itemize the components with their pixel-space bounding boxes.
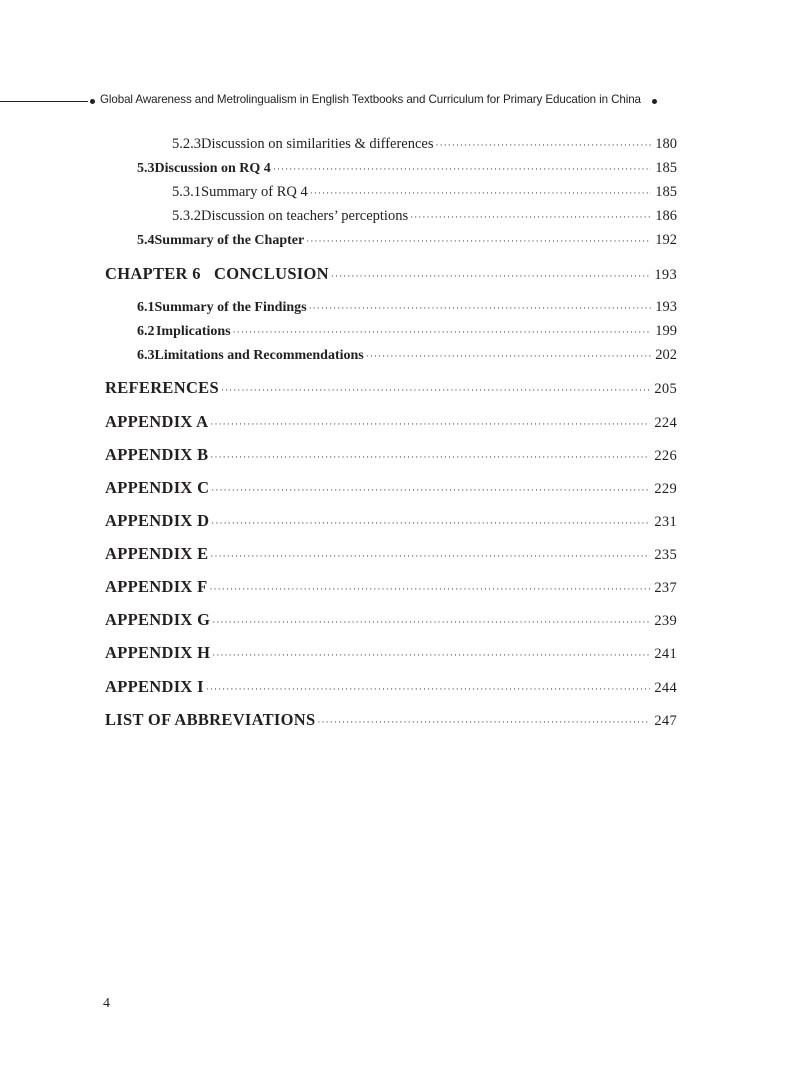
dot-leader bbox=[233, 327, 652, 337]
toc-entry-6-3[interactable] bbox=[0, 347, 677, 364]
dot-leader bbox=[210, 551, 650, 561]
header-bullet-icon bbox=[652, 99, 657, 104]
running-header bbox=[0, 92, 670, 112]
header-title: Global Awareness and Metrolingualism in English Textbooks and Curriculum for Primary Education in China bbox=[100, 93, 641, 106]
toc-page: 224 bbox=[654, 415, 677, 431]
toc-number: 6.2 bbox=[137, 324, 155, 339]
toc-entry-6-1[interactable] bbox=[0, 299, 677, 316]
header-bullet-icon bbox=[90, 99, 95, 104]
toc-number: 6.3 bbox=[137, 348, 155, 363]
toc-entry-5-2-3[interactable] bbox=[0, 136, 677, 153]
toc-title: Implications bbox=[155, 324, 231, 339]
toc-entry-5-4[interactable] bbox=[0, 232, 677, 249]
dot-leader bbox=[211, 485, 650, 495]
toc-entry-6-2[interactable] bbox=[0, 323, 677, 340]
toc-title: Limitations and Recommendations bbox=[154, 348, 364, 363]
toc-number: 5.3.2 bbox=[172, 208, 201, 224]
toc-page: 192 bbox=[655, 232, 677, 248]
dot-leader bbox=[212, 650, 650, 660]
dot-leader bbox=[209, 584, 650, 594]
toc-page: 199 bbox=[655, 323, 677, 339]
toc-title: APPENDIX H bbox=[105, 643, 211, 662]
toc-page: 205 bbox=[654, 381, 677, 397]
toc-entry-appendix-c[interactable] bbox=[105, 478, 677, 498]
dot-leader bbox=[206, 684, 651, 694]
toc-title: APPENDIX E bbox=[105, 544, 209, 563]
toc-title: APPENDIX B bbox=[105, 445, 209, 464]
toc-entry-5-3-2[interactable] bbox=[0, 208, 677, 225]
dot-leader bbox=[221, 385, 650, 395]
dot-leader bbox=[212, 617, 650, 627]
toc-title: APPENDIX C bbox=[105, 478, 210, 497]
toc-title: APPENDIX G bbox=[105, 610, 211, 629]
toc-page: 180 bbox=[655, 136, 677, 152]
toc-page: 185 bbox=[655, 160, 677, 176]
toc-page: 229 bbox=[654, 481, 677, 497]
page-number: 4 bbox=[103, 996, 110, 1011]
toc-entry-appendix-a[interactable] bbox=[105, 412, 677, 432]
toc-page: 241 bbox=[654, 646, 677, 662]
toc-title: REFERENCES bbox=[105, 378, 219, 397]
toc-number: 5.4 bbox=[137, 233, 155, 248]
header-rule bbox=[0, 101, 88, 102]
toc-entry-5-3[interactable] bbox=[0, 160, 677, 177]
toc-number: 6.1 bbox=[137, 300, 155, 315]
toc-title: APPENDIX D bbox=[105, 511, 210, 530]
toc-entry-appendix-d[interactable] bbox=[105, 511, 677, 531]
toc-entry-chapter-6[interactable] bbox=[105, 264, 677, 284]
dot-leader bbox=[211, 518, 650, 528]
dot-leader bbox=[366, 351, 652, 361]
toc-entry-5-3-1[interactable] bbox=[0, 184, 677, 201]
toc-entry-appendix-f[interactable] bbox=[105, 577, 677, 597]
toc-page: 244 bbox=[654, 680, 677, 696]
toc-page: 237 bbox=[654, 580, 677, 596]
toc-number: 5.2.3 bbox=[172, 136, 201, 152]
toc-entry-appendix-i[interactable] bbox=[105, 677, 677, 697]
toc-page: 247 bbox=[654, 713, 677, 729]
toc-entry-appendix-b[interactable] bbox=[105, 445, 677, 465]
toc-title: LIST OF ABBREVIATIONS bbox=[105, 710, 316, 729]
toc-title: Summary of RQ 4 bbox=[201, 184, 308, 200]
dot-leader bbox=[436, 140, 652, 150]
toc-page: 193 bbox=[655, 299, 677, 315]
dot-leader bbox=[309, 303, 652, 313]
toc-page: 193 bbox=[654, 267, 677, 283]
toc-title: Summary of the Findings bbox=[154, 300, 307, 315]
toc-title: Discussion on teachers’ perceptions bbox=[201, 208, 409, 224]
toc-page: 202 bbox=[655, 347, 677, 363]
toc-entry-references[interactable] bbox=[105, 378, 677, 398]
dot-leader bbox=[210, 452, 650, 462]
toc-title: APPENDIX I bbox=[105, 677, 204, 696]
toc-page: 239 bbox=[654, 613, 677, 629]
toc-title: CHAPTER 6 CONCLUSION bbox=[105, 264, 329, 283]
toc-page: 231 bbox=[654, 514, 677, 530]
toc-number: 5.3.1 bbox=[172, 184, 201, 200]
toc-entry-appendix-e[interactable] bbox=[105, 544, 677, 564]
toc-page: 226 bbox=[654, 448, 677, 464]
toc-entry-abbreviations[interactable] bbox=[105, 710, 677, 730]
dot-leader bbox=[410, 212, 651, 222]
toc-title: APPENDIX A bbox=[105, 412, 209, 431]
toc-page: 186 bbox=[655, 208, 677, 224]
dot-leader bbox=[310, 188, 652, 198]
dot-leader bbox=[210, 419, 650, 429]
dot-leader bbox=[317, 717, 650, 727]
toc-page: 235 bbox=[654, 547, 677, 563]
toc-page: 185 bbox=[655, 184, 677, 200]
toc-title: Discussion on similarities & differences bbox=[201, 136, 434, 152]
dot-leader bbox=[273, 164, 651, 174]
toc-entry-appendix-h[interactable] bbox=[105, 643, 677, 663]
toc-number: 5.3 bbox=[137, 161, 155, 176]
toc-title: Discussion on RQ 4 bbox=[154, 161, 271, 176]
toc-title: APPENDIX F bbox=[105, 577, 208, 596]
dot-leader bbox=[306, 236, 651, 246]
toc-title: Summary of the Chapter bbox=[154, 233, 305, 248]
dot-leader bbox=[331, 271, 650, 281]
toc-entry-appendix-g[interactable] bbox=[105, 610, 677, 630]
